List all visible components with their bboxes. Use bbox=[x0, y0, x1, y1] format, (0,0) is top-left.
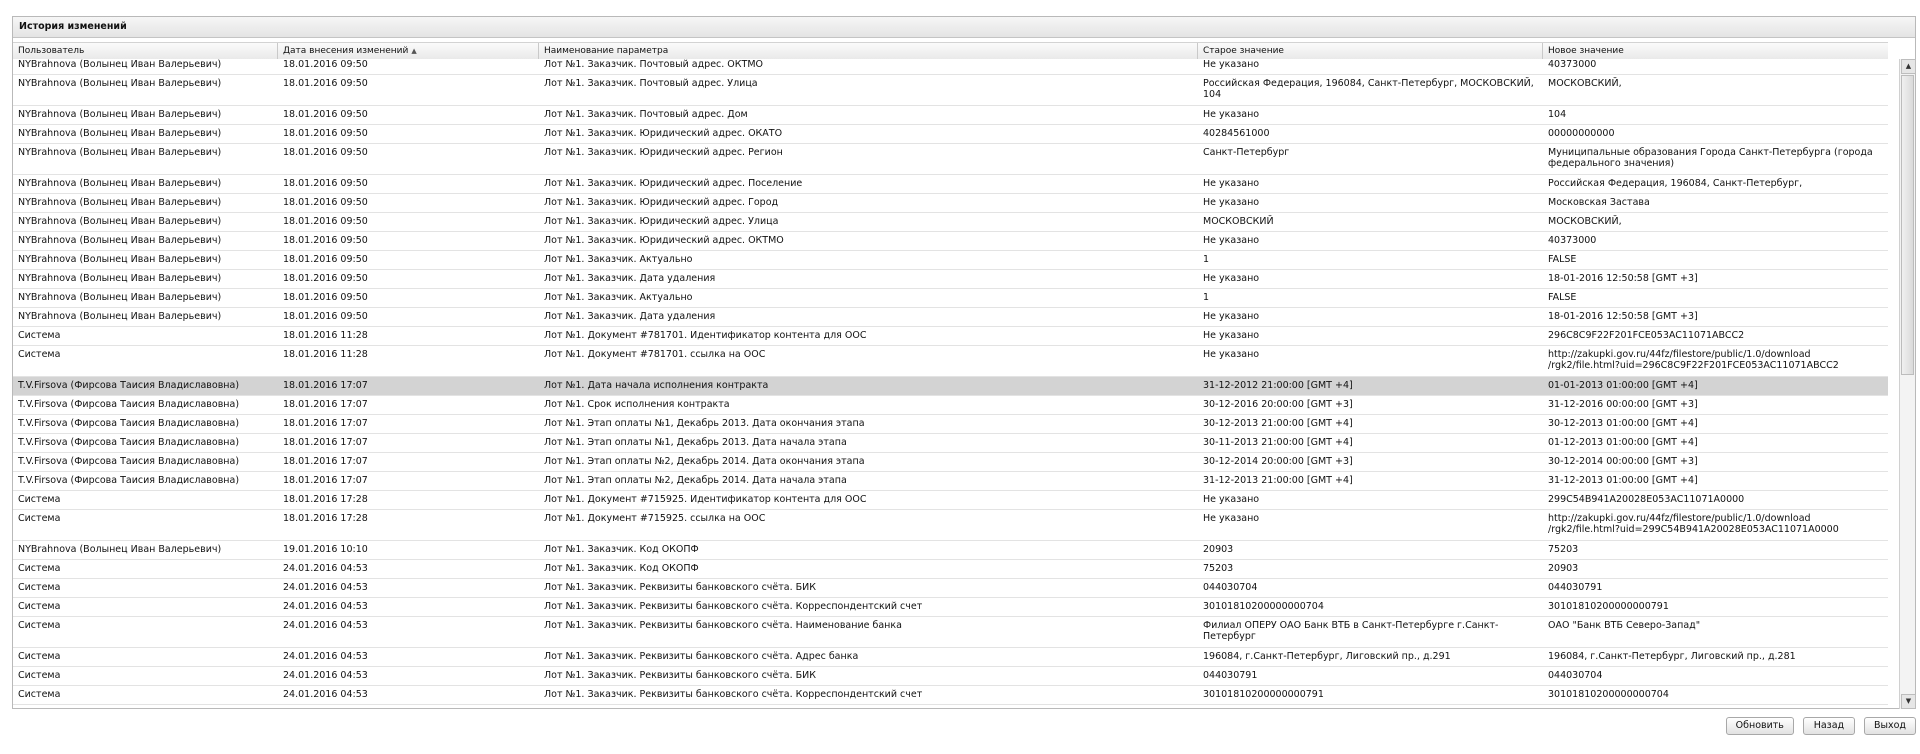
cell-date: 18.01.2016 09:50 bbox=[283, 216, 368, 227]
cell-old-value: Российская Федерация, 196084, Санкт-Петербург, МОСКОВСКИЙ, 104 bbox=[1203, 78, 1534, 100]
cell-parameter: Лот №1. Заказчик. Почтовый адрес. ОКТМО bbox=[544, 59, 763, 70]
cell-new-value: http://zakupki.gov.ru/44fz/filestore/public/1.0/download /rgk2/file.html?uid=299C54B941A20028E053AC11071A0000 bbox=[1548, 513, 1839, 535]
cell-date: 18.01.2016 09:50 bbox=[283, 109, 368, 120]
cell-new-value: 01-12-2013 01:00:00 [GMT +4] bbox=[1548, 437, 1698, 448]
cell-parameter: Лот №1. Заказчик. Дата удаления bbox=[544, 273, 716, 284]
cell-date: 18.01.2016 17:07 bbox=[283, 456, 368, 467]
cell-parameter: Лот №1. Заказчик. Юридический адрес. Поселение bbox=[544, 178, 803, 189]
cell-date: 18.01.2016 17:28 bbox=[283, 513, 368, 524]
vertical-scrollbar[interactable] bbox=[1899, 59, 1915, 709]
cell-parameter: Лот №1. Заказчик. Юридический адрес. Город bbox=[544, 197, 779, 208]
cell-parameter: Лот №1. Заказчик. Дата удаления bbox=[544, 311, 716, 322]
cell-parameter: Лот №1. Заказчик. Реквизиты банковского счёта. Корреспондентский счет bbox=[544, 689, 923, 700]
table-row[interactable] bbox=[13, 59, 1888, 75]
table-row[interactable] bbox=[13, 472, 1888, 491]
cell-old-value: Не указано bbox=[1203, 197, 1260, 208]
cell-parameter: Лот №1. Заказчик. Почтовый адрес. Дом bbox=[544, 109, 748, 120]
cell-old-value: Не указано bbox=[1203, 235, 1260, 246]
cell-user: NYBrahnova (Волынец Иван Валерьевич) bbox=[18, 292, 222, 303]
cell-parameter: Лот №1. Заказчик. Актуально bbox=[544, 254, 693, 265]
cell-date: 19.01.2016 10:10 bbox=[283, 544, 368, 555]
cell-user: NYBrahnova (Волынец Иван Валерьевич) bbox=[18, 235, 222, 246]
table-row[interactable] bbox=[13, 434, 1888, 453]
cell-parameter: Лот №1. Заказчик. Код ОКОПФ bbox=[544, 563, 699, 574]
table-row[interactable] bbox=[13, 686, 1888, 705]
cell-old-value: Не указано bbox=[1203, 494, 1260, 505]
cell-user: Система bbox=[18, 563, 61, 574]
cell-old-value: Не указано bbox=[1203, 273, 1260, 284]
cell-old-value: 1 bbox=[1203, 254, 1210, 265]
cell-new-value: http://zakupki.gov.ru/44fz/filestore/public/1.0/download /rgk2/file.html?uid=296C8C9F22F201FCE053AC11071ABCC2 bbox=[1548, 349, 1839, 371]
cell-date: 24.01.2016 04:53 bbox=[283, 670, 368, 681]
cell-parameter: Лот №1. Заказчик. Реквизиты банковского счёта. Адрес банка bbox=[544, 651, 859, 662]
cell-date: 18.01.2016 17:07 bbox=[283, 418, 368, 429]
cell-user: Система bbox=[18, 651, 61, 662]
cell-date: 18.01.2016 17:07 bbox=[283, 380, 368, 391]
cell-parameter: Лот №1. Заказчик. Юридический адрес. ОКАТО bbox=[544, 128, 783, 139]
cell-parameter: Лот №1. Дата начала исполнения контракта bbox=[544, 380, 769, 391]
cell-old-value: 75203 bbox=[1203, 563, 1234, 574]
cell-date: 18.01.2016 09:50 bbox=[283, 128, 368, 139]
cell-user: Система bbox=[18, 689, 61, 700]
cell-parameter: Лот №1. Заказчик. Почтовый адрес. Улица bbox=[544, 78, 758, 89]
cell-old-value: Филиал ОПЕРУ ОАО Банк ВТБ в Санкт-Петербурге г.Санкт-Петербург bbox=[1203, 620, 1499, 642]
table-row[interactable] bbox=[13, 289, 1888, 308]
grid-body bbox=[13, 59, 1888, 709]
exit-button[interactable]: Выход bbox=[1864, 717, 1916, 735]
cell-date: 18.01.2016 17:07 bbox=[283, 475, 368, 486]
cell-date: 24.01.2016 04:53 bbox=[283, 689, 368, 700]
cell-date: 18.01.2016 09:50 bbox=[283, 178, 368, 189]
cell-new-value: 296C8C9F22F201FCE053AC11071ABCC2 bbox=[1548, 330, 1745, 341]
cell-parameter: Лот №1. Документ #715925. ссылка на ООС bbox=[544, 513, 766, 524]
cell-user: NYBrahnova (Волынец Иван Валерьевич) bbox=[18, 59, 222, 70]
column-header-parameter[interactable]: Наименование параметра bbox=[539, 43, 1198, 59]
table-row[interactable] bbox=[13, 194, 1888, 213]
cell-parameter: Лот №1. Документ #781701. ссылка на ООС bbox=[544, 349, 766, 360]
cell-date: 18.01.2016 09:50 bbox=[283, 59, 368, 70]
cell-new-value: 00000000000 bbox=[1548, 128, 1615, 139]
cell-date: 18.01.2016 09:50 bbox=[283, 292, 368, 303]
cell-new-value: 104 bbox=[1548, 109, 1567, 120]
table-row[interactable] bbox=[13, 396, 1888, 415]
table-row[interactable] bbox=[13, 541, 1888, 560]
footer-toolbar bbox=[1720, 717, 1916, 737]
cell-user: NYBrahnova (Волынец Иван Валерьевич) bbox=[18, 147, 222, 158]
cell-old-value: Не указано bbox=[1203, 311, 1260, 322]
table-row[interactable] bbox=[13, 213, 1888, 232]
cell-parameter: Лот №1. Документ #781701. Идентификатор контента для ООС bbox=[544, 330, 867, 341]
cell-date: 18.01.2016 09:50 bbox=[283, 311, 368, 322]
cell-new-value: 20903 bbox=[1548, 563, 1579, 574]
cell-parameter: Лот №1. Заказчик. Код ОКОПФ bbox=[544, 544, 699, 555]
cell-date: 24.01.2016 04:53 bbox=[283, 582, 368, 593]
table-row[interactable] bbox=[13, 251, 1888, 270]
cell-new-value: 31-12-2013 01:00:00 [GMT +4] bbox=[1548, 475, 1698, 486]
cell-date: 18.01.2016 17:28 bbox=[283, 494, 368, 505]
cell-user: T.V.Firsova (Фирсова Таисия Владиславовна) bbox=[18, 456, 240, 467]
cell-user: NYBrahnova (Волынец Иван Валерьевич) bbox=[18, 311, 222, 322]
table-row[interactable] bbox=[13, 106, 1888, 125]
cell-date: 24.01.2016 04:53 bbox=[283, 651, 368, 662]
table-row[interactable] bbox=[13, 125, 1888, 144]
cell-parameter: Лот №1. Срок исполнения контракта bbox=[544, 399, 730, 410]
back-button[interactable]: Назад bbox=[1803, 717, 1855, 735]
cell-old-value: Не указано bbox=[1203, 349, 1260, 360]
cell-parameter: Лот №1. Этап оплаты №2, Декабрь 2014. Дата окончания этапа bbox=[544, 456, 865, 467]
cell-old-value: 30101810200000000704 bbox=[1203, 601, 1324, 612]
cell-new-value: 044030704 bbox=[1548, 670, 1603, 681]
cell-new-value: Муниципальные образования Города Санкт-Петербурга (города федерального значения) bbox=[1548, 147, 1873, 169]
cell-user: Система bbox=[18, 330, 61, 341]
cell-new-value: 30101810200000000791 bbox=[1548, 601, 1669, 612]
table-row[interactable] bbox=[13, 491, 1888, 510]
cell-date: 18.01.2016 17:07 bbox=[283, 399, 368, 410]
table-row[interactable] bbox=[13, 144, 1888, 175]
cell-new-value: 75203 bbox=[1548, 544, 1579, 555]
cell-user: Система bbox=[18, 620, 61, 631]
cell-parameter: Лот №1. Документ #715925. Идентификатор контента для ООС bbox=[544, 494, 867, 505]
cell-user: NYBrahnova (Волынец Иван Валерьевич) bbox=[18, 273, 222, 284]
cell-user: Система bbox=[18, 601, 61, 612]
cell-user: T.V.Firsova (Фирсова Таисия Владиславовна) bbox=[18, 437, 240, 448]
cell-user: NYBrahnova (Волынец Иван Валерьевич) bbox=[18, 128, 222, 139]
scroll-down-arrow-icon[interactable]: ▼ bbox=[1901, 694, 1916, 709]
table-row[interactable] bbox=[13, 377, 1888, 396]
cell-new-value: 30-12-2013 01:00:00 [GMT +4] bbox=[1548, 418, 1698, 429]
cell-date: 18.01.2016 11:28 bbox=[283, 349, 368, 360]
cell-new-value: 18-01-2016 12:50:58 [GMT +3] bbox=[1548, 311, 1698, 322]
cell-date: 18.01.2016 11:28 bbox=[283, 330, 368, 341]
cell-user: Система bbox=[18, 582, 61, 593]
table-row[interactable] bbox=[13, 346, 1888, 377]
cell-date: 18.01.2016 09:50 bbox=[283, 78, 368, 89]
cell-new-value: 299C54B941A20028E053AC11071A0000 bbox=[1548, 494, 1745, 505]
cell-new-value: 40373000 bbox=[1548, 59, 1597, 70]
table-row[interactable] bbox=[13, 308, 1888, 327]
cell-new-value: МОСКОВСКИЙ, bbox=[1548, 78, 1622, 89]
cell-date: 18.01.2016 09:50 bbox=[283, 273, 368, 284]
cell-user: NYBrahnova (Волынец Иван Валерьевич) bbox=[18, 109, 222, 120]
cell-user: T.V.Firsova (Фирсова Таисия Владиславовна) bbox=[18, 475, 240, 486]
cell-date: 24.01.2016 04:53 bbox=[283, 601, 368, 612]
cell-old-value: Санкт-Петербург bbox=[1203, 147, 1290, 158]
cell-parameter: Лот №1. Этап оплаты №2, Декабрь 2014. Дата начала этапа bbox=[544, 475, 847, 486]
cell-new-value: 31-12-2016 00:00:00 [GMT +3] bbox=[1548, 399, 1698, 410]
cell-user: Система bbox=[18, 513, 61, 524]
cell-parameter: Лот №1. Заказчик. Реквизиты банковского счёта. БИК bbox=[544, 670, 817, 681]
cell-new-value: ОАО "Банк ВТБ Северо-Запад" bbox=[1548, 620, 1701, 631]
cell-user: NYBrahnova (Волынец Иван Валерьевич) bbox=[18, 78, 222, 89]
table-row[interactable] bbox=[13, 232, 1888, 251]
table-row[interactable] bbox=[13, 510, 1888, 541]
refresh-button[interactable]: Обновить bbox=[1726, 717, 1794, 735]
table-row[interactable] bbox=[13, 270, 1888, 289]
cell-old-value: 30-11-2013 21:00:00 [GMT +4] bbox=[1203, 437, 1353, 448]
column-header-user[interactable]: Пользователь bbox=[13, 43, 278, 59]
cell-parameter: Лот №1. Этап оплаты №1, Декабрь 2013. Дата окончания этапа bbox=[544, 418, 865, 429]
cell-old-value: 044030704 bbox=[1203, 582, 1258, 593]
cell-old-value: Не указано bbox=[1203, 513, 1260, 524]
cell-old-value: Не указано bbox=[1203, 330, 1260, 341]
sort-ascending-icon: ▲ bbox=[411, 47, 417, 55]
cell-new-value: Московская Застава bbox=[1548, 197, 1650, 208]
column-header-old-value[interactable]: Старое значение bbox=[1198, 43, 1543, 59]
table-row[interactable] bbox=[13, 327, 1888, 346]
table-row[interactable] bbox=[13, 175, 1888, 194]
cell-old-value: 30101810200000000791 bbox=[1203, 689, 1324, 700]
change-history-panel bbox=[12, 16, 1916, 709]
cell-parameter: Лот №1. Заказчик. Юридический адрес. Регион bbox=[544, 147, 783, 158]
cell-user: NYBrahnova (Волынец Иван Валерьевич) bbox=[18, 254, 222, 265]
cell-old-value: 31-12-2013 21:00:00 [GMT +4] bbox=[1203, 475, 1353, 486]
cell-old-value: 196084, г.Санкт-Петербург, Лиговский пр., д.291 bbox=[1203, 651, 1451, 662]
table-row[interactable] bbox=[13, 648, 1888, 667]
cell-old-value: Не указано bbox=[1203, 59, 1260, 70]
cell-new-value: FALSE bbox=[1548, 292, 1577, 303]
table-row[interactable] bbox=[13, 617, 1888, 648]
cell-user: T.V.Firsova (Фирсова Таисия Владиславовна) bbox=[18, 418, 240, 429]
cell-new-value: МОСКОВСКИЙ, bbox=[1548, 216, 1622, 227]
cell-date: 18.01.2016 17:07 bbox=[283, 437, 368, 448]
cell-new-value: FALSE bbox=[1548, 254, 1577, 265]
cell-user: Система bbox=[18, 494, 61, 505]
cell-new-value: 044030791 bbox=[1548, 582, 1603, 593]
cell-date: 18.01.2016 09:50 bbox=[283, 197, 368, 208]
cell-new-value: 30-12-2014 00:00:00 [GMT +3] bbox=[1548, 456, 1698, 467]
column-header-new-value[interactable]: Новое значение bbox=[1548, 46, 1624, 56]
cell-user: NYBrahnova (Волынец Иван Валерьевич) bbox=[18, 544, 222, 555]
cell-user: NYBrahnova (Волынец Иван Валерьевич) bbox=[18, 178, 222, 189]
cell-old-value: 40284561000 bbox=[1203, 128, 1270, 139]
cell-user: NYBrahnova (Волынец Иван Валерьевич) bbox=[18, 197, 222, 208]
cell-new-value: 40373000 bbox=[1548, 235, 1597, 246]
grid-header bbox=[13, 42, 1888, 60]
panel-title: История изменений bbox=[13, 17, 1915, 38]
cell-parameter: Лот №1. Заказчик. Реквизиты банковского счёта. Наименование банка bbox=[544, 620, 902, 631]
grid-rows bbox=[13, 59, 1888, 705]
table-row[interactable] bbox=[13, 560, 1888, 579]
column-header-date[interactable]: Дата внесения изменений ▲ bbox=[278, 43, 539, 59]
cell-old-value: 20903 bbox=[1203, 544, 1234, 555]
cell-user: Система bbox=[18, 349, 61, 360]
scrollbar-thumb[interactable] bbox=[1901, 75, 1914, 375]
cell-old-value: 31-12-2012 21:00:00 [GMT +4] bbox=[1203, 380, 1353, 391]
cell-date: 18.01.2016 09:50 bbox=[283, 254, 368, 265]
cell-date: 18.01.2016 09:50 bbox=[283, 235, 368, 246]
cell-user: NYBrahnova (Волынец Иван Валерьевич) bbox=[18, 216, 222, 227]
cell-old-value: Не указано bbox=[1203, 178, 1260, 189]
cell-parameter: Лот №1. Заказчик. Юридический адрес. Улица bbox=[544, 216, 779, 227]
cell-date: 18.01.2016 09:50 bbox=[283, 147, 368, 158]
cell-date: 24.01.2016 04:53 bbox=[283, 563, 368, 574]
table-row[interactable] bbox=[13, 667, 1888, 686]
cell-parameter: Лот №1. Заказчик. Юридический адрес. ОКТМО bbox=[544, 235, 784, 246]
cell-old-value: 30-12-2013 21:00:00 [GMT +4] bbox=[1203, 418, 1353, 429]
cell-user: T.V.Firsova (Фирсова Таисия Владиславовна) bbox=[18, 380, 240, 391]
cell-parameter: Лот №1. Заказчик. Реквизиты банковского счёта. БИК bbox=[544, 582, 817, 593]
cell-new-value: 196084, г.Санкт-Петербург, Лиговский пр., д.281 bbox=[1548, 651, 1796, 662]
cell-old-value: 044030791 bbox=[1203, 670, 1258, 681]
cell-new-value: 30101810200000000704 bbox=[1548, 689, 1669, 700]
table-row[interactable] bbox=[13, 415, 1888, 434]
table-row[interactable] bbox=[13, 579, 1888, 598]
table-row[interactable] bbox=[13, 598, 1888, 617]
cell-date: 24.01.2016 04:53 bbox=[283, 620, 368, 631]
cell-parameter: Лот №1. Заказчик. Актуально bbox=[544, 292, 693, 303]
cell-new-value: 01-01-2013 01:00:00 [GMT +4] bbox=[1548, 380, 1698, 391]
cell-user: T.V.Firsova (Фирсова Таисия Владиславовна) bbox=[18, 399, 240, 410]
table-row[interactable] bbox=[13, 453, 1888, 472]
cell-old-value: 1 bbox=[1203, 292, 1210, 303]
cell-old-value: 30-12-2016 20:00:00 [GMT +3] bbox=[1203, 399, 1353, 410]
cell-old-value: 30-12-2014 20:00:00 [GMT +3] bbox=[1203, 456, 1353, 467]
table-row[interactable] bbox=[13, 75, 1888, 106]
cell-parameter: Лот №1. Этап оплаты №1, Декабрь 2013. Дата начала этапа bbox=[544, 437, 847, 448]
scroll-up-arrow-icon[interactable]: ▲ bbox=[1901, 59, 1916, 74]
cell-old-value: Не указано bbox=[1203, 109, 1260, 120]
cell-parameter: Лот №1. Заказчик. Реквизиты банковского счёта. Корреспондентский счет bbox=[544, 601, 923, 612]
cell-old-value: МОСКОВСКИЙ bbox=[1203, 216, 1274, 227]
cell-user: Система bbox=[18, 670, 61, 681]
cell-new-value: Российская Федерация, 196084, Санкт-Петербург, bbox=[1548, 178, 1803, 189]
cell-new-value: 18-01-2016 12:50:58 [GMT +3] bbox=[1548, 273, 1698, 284]
